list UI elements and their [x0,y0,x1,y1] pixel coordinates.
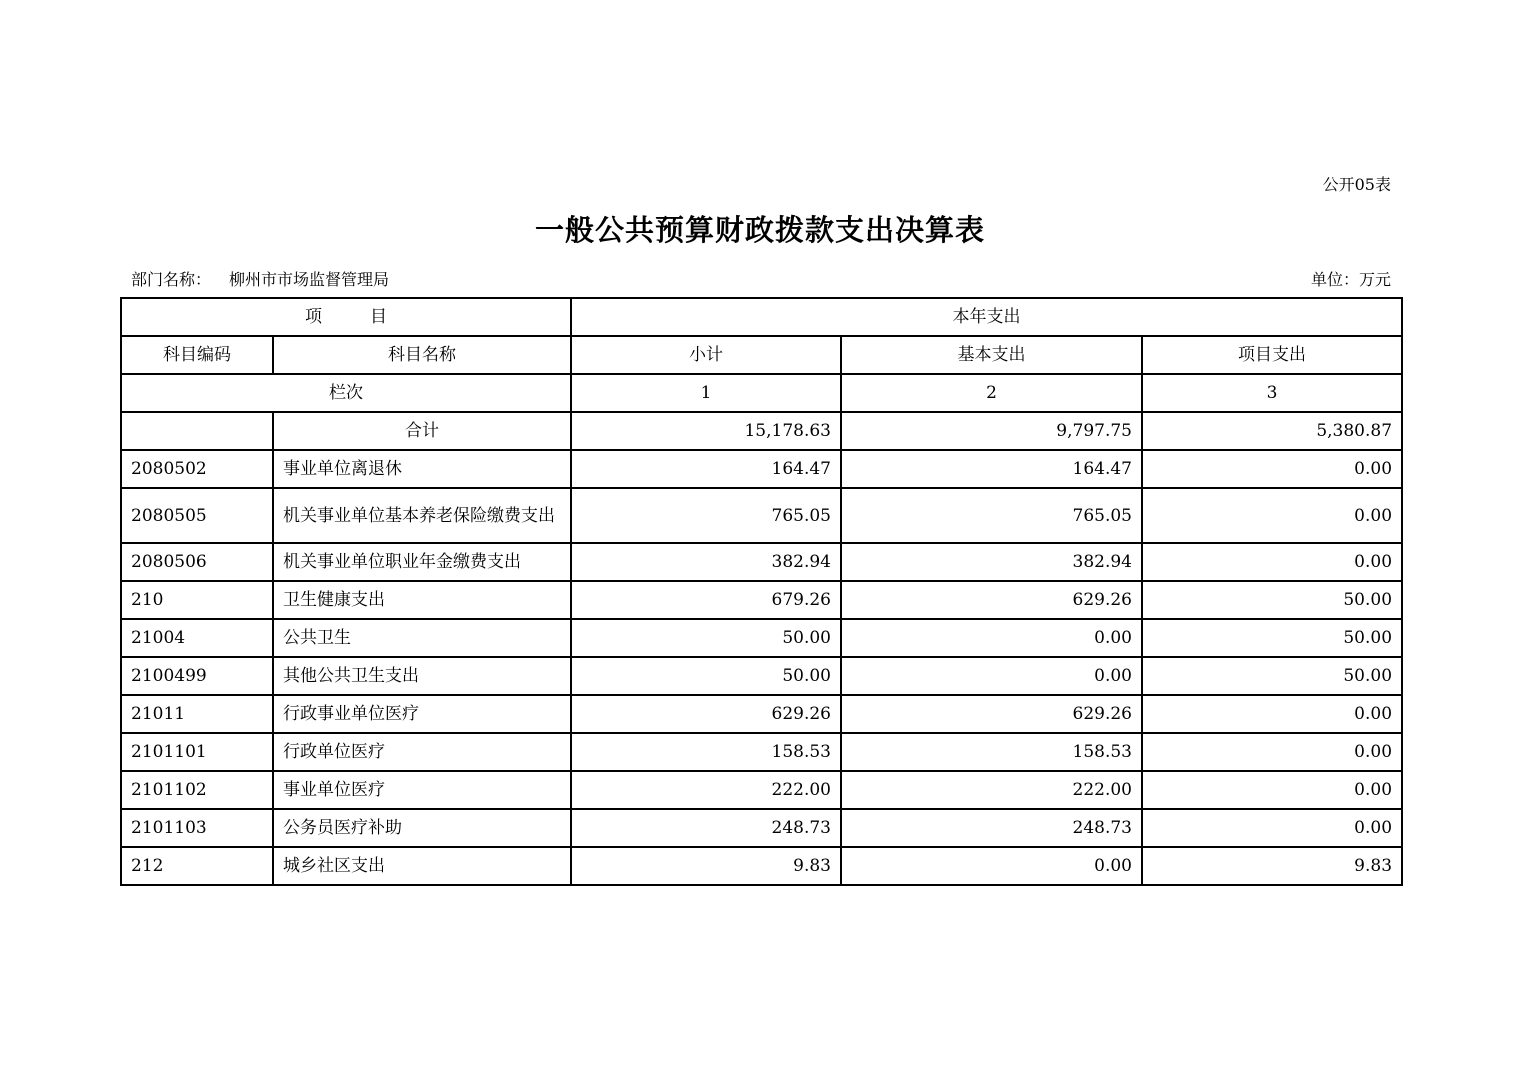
row-code: 2080502 [121,450,273,488]
header-item-cell [121,298,571,336]
row-name: 机关事业单位基本养老保险缴费支出 [273,488,571,543]
row-subtotal: 679.26 [571,581,841,619]
row-basic: 629.26 [841,581,1142,619]
table-row [121,809,1402,847]
row-code: 2101103 [121,809,273,847]
row-project: 0.00 [1142,695,1402,733]
header-item-part2: 目 [370,307,387,327]
row-basic: 0.00 [841,657,1142,695]
table-row [121,657,1402,695]
department-name: 柳州市市场监督管理局 [229,270,390,289]
header-name: 科目名称 [273,336,571,374]
row-basic: 222.00 [841,771,1142,809]
header-index-1: 1 [571,374,841,412]
row-basic: 0.00 [841,847,1142,885]
row-code: 210 [121,581,273,619]
table-row [121,543,1402,581]
row-name: 公共卫生 [273,619,571,657]
row-project: 0.00 [1142,809,1402,847]
header-project: 项目支出 [1142,336,1402,374]
row-basic: 765.05 [841,488,1142,543]
header-row-1 [121,298,1402,336]
unit-label: 单位：万元 [1310,270,1391,289]
table-row [121,488,1402,543]
row-subtotal: 248.73 [571,809,841,847]
row-subtotal: 629.26 [571,695,841,733]
row-basic: 158.53 [841,733,1142,771]
row-name: 卫生健康支出 [273,581,571,619]
header-subtotal: 小计 [571,336,841,374]
expenditure-table [120,297,1403,886]
row-name: 城乡社区支出 [273,847,571,885]
row-name: 其他公共卫生支出 [273,657,571,695]
row-basic: 382.94 [841,543,1142,581]
total-label: 合计 [273,412,571,450]
table-row [121,450,1402,488]
table-row [121,581,1402,619]
row-subtotal: 9.83 [571,847,841,885]
row-code: 2101101 [121,733,273,771]
row-name: 事业单位医疗 [273,771,571,809]
row-project: 0.00 [1142,488,1402,543]
row-project: 50.00 [1142,619,1402,657]
total-code [121,412,273,450]
table-row [121,847,1402,885]
form-number: 公开05表 [1322,175,1391,194]
header-index-label: 栏次 [121,374,571,412]
row-subtotal: 222.00 [571,771,841,809]
header-basic: 基本支出 [841,336,1142,374]
row-subtotal: 158.53 [571,733,841,771]
table-row [121,733,1402,771]
row-name: 公务员医疗补助 [273,809,571,847]
table-row [121,771,1402,809]
row-project: 50.00 [1142,581,1402,619]
row-name: 事业单位离退休 [273,450,571,488]
row-code: 21004 [121,619,273,657]
total-project: 5,380.87 [1142,412,1402,450]
header-code: 科目编码 [121,336,273,374]
header-index-2: 2 [841,374,1142,412]
row-project: 0.00 [1142,733,1402,771]
row-name: 机关事业单位职业年金缴费支出 [273,543,571,581]
row-project: 0.00 [1142,450,1402,488]
table-row [121,695,1402,733]
row-subtotal: 382.94 [571,543,841,581]
total-row [121,412,1402,450]
header-row-3 [121,374,1402,412]
row-name: 行政单位医疗 [273,733,571,771]
row-name: 行政事业单位医疗 [273,695,571,733]
row-code: 2080505 [121,488,273,543]
row-code: 21011 [121,695,273,733]
table-row [121,619,1402,657]
row-code: 2100499 [121,657,273,695]
row-project: 50.00 [1142,657,1402,695]
total-basic: 9,797.75 [841,412,1142,450]
row-subtotal: 50.00 [571,657,841,695]
header-row-2 [121,336,1402,374]
row-basic: 629.26 [841,695,1142,733]
row-code: 2101102 [121,771,273,809]
row-project: 0.00 [1142,771,1402,809]
header-year-expense: 本年支出 [571,298,1402,336]
department-line [131,267,389,290]
row-basic: 164.47 [841,450,1142,488]
row-project: 9.83 [1142,847,1402,885]
header-item-part1: 项 [305,307,322,327]
header-index-3: 3 [1142,374,1402,412]
row-code: 2080506 [121,543,273,581]
department-label: 部门名称： [131,270,212,289]
row-subtotal: 164.47 [571,450,841,488]
row-code: 212 [121,847,273,885]
row-basic: 0.00 [841,619,1142,657]
row-subtotal: 50.00 [571,619,841,657]
row-basic: 248.73 [841,809,1142,847]
page-title: 一般公共预算财政拨款支出决算表 [534,213,985,247]
total-subtotal: 15,178.63 [571,412,841,450]
row-subtotal: 765.05 [571,488,841,543]
row-project: 0.00 [1142,543,1402,581]
